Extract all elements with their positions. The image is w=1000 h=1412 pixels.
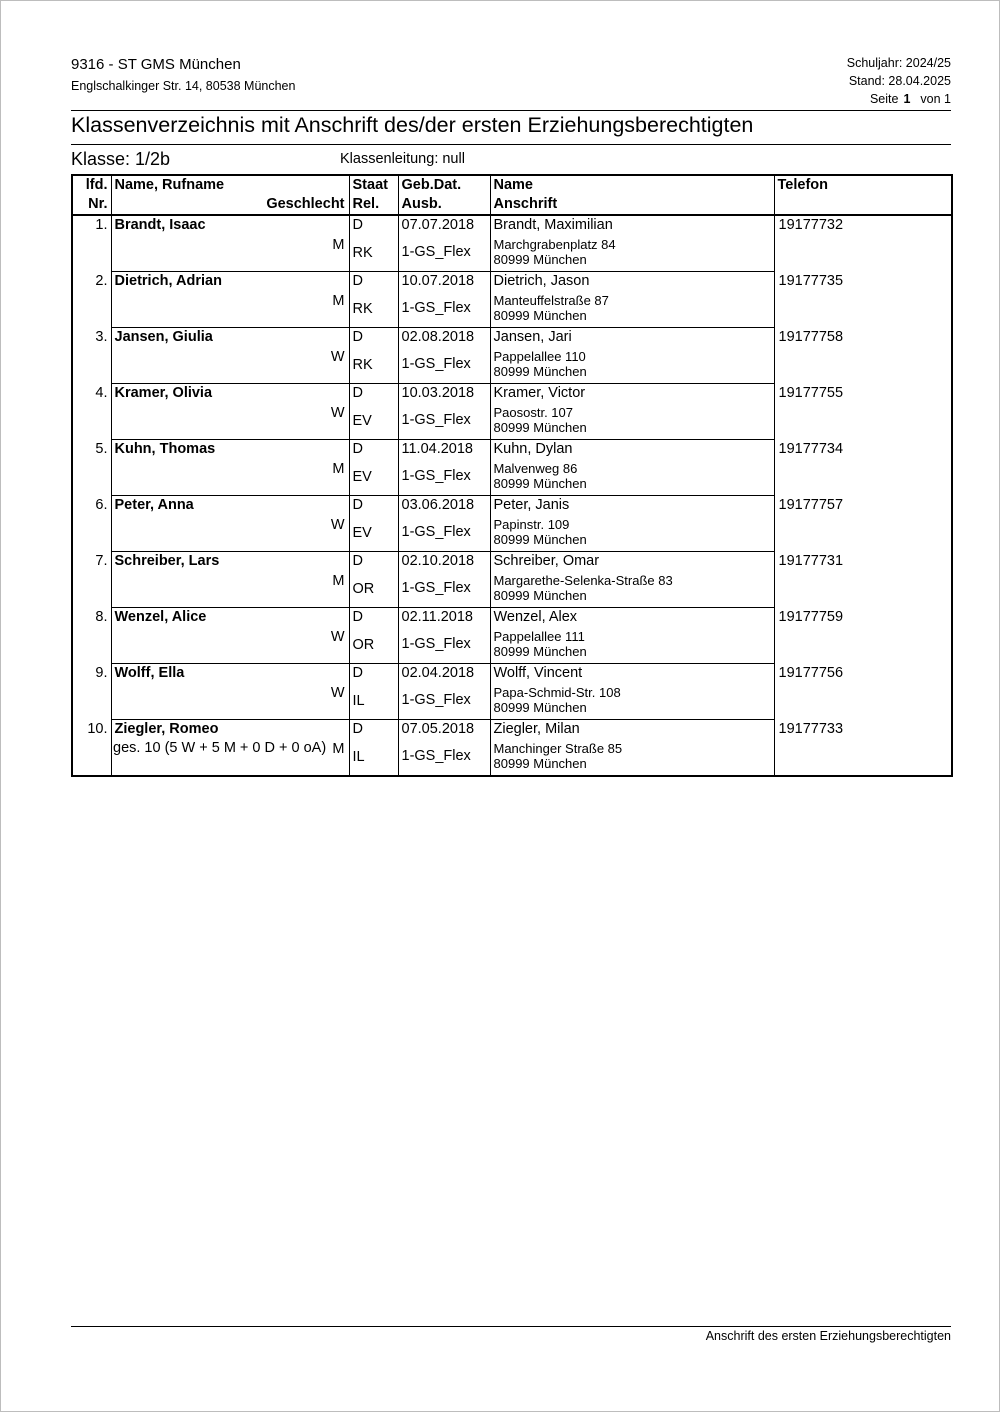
nationality: D (349, 272, 398, 292)
guardian-name: Dietrich, Jason (490, 272, 774, 292)
student-name: Kuhn, Thomas (111, 440, 349, 460)
nationality: D (349, 384, 398, 404)
col-anschrift: Anschrift (490, 195, 774, 215)
nationality: D (349, 215, 398, 235)
stand-date: Stand: 28.04.2025 (848, 74, 951, 88)
guardian-name: Jansen, Jari (490, 328, 774, 348)
religion: IL (349, 739, 398, 776)
table-row (72, 272, 952, 292)
col-gender: Geschlecht (111, 195, 349, 215)
gender: W (111, 347, 349, 384)
guardian-address (490, 683, 774, 720)
guardian-address (490, 235, 774, 272)
student-name: Peter, Anna (111, 496, 349, 516)
student-name: Kramer, Olivia (111, 384, 349, 404)
student-name: Dietrich, Adrian (111, 272, 349, 292)
col-geb: Geb.Dat. (398, 175, 490, 195)
page-title: Klassenverzeichnis mit Anschrift des/der ersten Erziehungsberechtigten (71, 113, 754, 137)
guardian-name: Wolff, Vincent (490, 664, 774, 684)
row-number: 7. (95, 552, 108, 569)
table-row (72, 720, 952, 740)
birth-date: 02.08.2018 (398, 328, 490, 348)
phone-number: 19177734 (774, 440, 952, 496)
col-ausb: Ausb. (398, 195, 490, 215)
col-nr-top: lfd. (85, 177, 108, 193)
table-row (72, 664, 952, 684)
address-street: Papa-Schmid-Str. 108 (493, 685, 621, 700)
school-address: Englschalkinger Str. 14, 80538 München (71, 79, 296, 93)
header-rule (71, 110, 951, 111)
address-city: 80999 München (493, 308, 587, 323)
footer-rule (71, 1326, 951, 1327)
birth-date: 07.05.2018 (398, 720, 490, 740)
gender: W (111, 515, 349, 552)
student-name: Wolff, Ella (111, 664, 349, 684)
address-city: 80999 München (493, 700, 587, 715)
phone-number: 19177758 (774, 328, 952, 384)
nationality: D (349, 720, 398, 740)
gender: M (111, 571, 349, 608)
nationality: D (349, 608, 398, 628)
education-track: 1-GS_Flex (398, 235, 490, 272)
col-staat: Staat (349, 175, 398, 195)
birth-date: 03.06.2018 (398, 496, 490, 516)
table-row (72, 384, 952, 404)
table-row (72, 608, 952, 628)
guardian-name: Ziegler, Milan (490, 720, 774, 740)
birth-date: 10.07.2018 (398, 272, 490, 292)
nationality: D (349, 664, 398, 684)
education-track: 1-GS_Flex (398, 627, 490, 664)
address-city: 80999 München (493, 644, 587, 659)
address-street: Pappelallee 110 (493, 349, 586, 364)
religion: RK (349, 235, 398, 272)
table-row (72, 552, 952, 572)
row-number: 2. (95, 272, 108, 289)
page-indicator (847, 90, 951, 108)
row-number: 10. (87, 720, 108, 737)
class-label: Klasse: 1/2b (71, 149, 171, 169)
address-street: Pappelallee 111 (493, 629, 585, 644)
nationality: D (349, 552, 398, 572)
row-number: 8. (95, 608, 108, 625)
phone-number: 19177731 (774, 552, 952, 608)
religion: EV (349, 459, 398, 496)
religion: IL (349, 683, 398, 720)
education-track: 1-GS_Flex (398, 347, 490, 384)
gender: W (111, 403, 349, 440)
phone-number: 19177755 (774, 384, 952, 440)
gender: W (111, 683, 349, 720)
gender: M (111, 739, 349, 776)
guardian-address (490, 739, 774, 776)
col-name: Name, Rufname (111, 175, 349, 195)
religion: EV (349, 515, 398, 552)
row-number: 4. (95, 384, 108, 401)
guardian-address (490, 515, 774, 552)
education-track: 1-GS_Flex (398, 291, 490, 328)
address-street: Paosostr. 107 (493, 405, 573, 420)
guardian-name: Brandt, Maximilian (490, 215, 774, 235)
table-body (72, 215, 952, 776)
phone-number: 19177733 (774, 720, 952, 777)
phone-number: 19177732 (774, 215, 952, 272)
education-track: 1-GS_Flex (398, 571, 490, 608)
guardian-address (490, 403, 774, 440)
address-street: Papinstr. 109 (493, 517, 570, 532)
table-row (72, 440, 952, 460)
address-street: Margarethe-Selenka-Straße 83 (493, 573, 673, 588)
guardian-address (490, 571, 774, 608)
phone-number: 19177757 (774, 496, 952, 552)
row-number: 9. (95, 664, 108, 681)
col-telefon-bottom (774, 195, 952, 215)
nationality: D (349, 496, 398, 516)
school-year: Schuljahr: 2024/25 (846, 56, 951, 70)
address-city: 80999 München (493, 364, 587, 379)
page-number: 1 (903, 92, 911, 106)
address-city: 80999 München (493, 756, 587, 771)
guardian-address (490, 347, 774, 384)
birth-date: 02.11.2018 (398, 608, 490, 628)
student-name: Schreiber, Lars (111, 552, 349, 572)
gender: M (111, 235, 349, 272)
address-city: 80999 München (493, 252, 587, 267)
table-row (72, 215, 952, 235)
summary: ges. 10 (5 W + 5 M + 0 D + 0 oA) (113, 740, 327, 756)
page-label: Seite (869, 92, 899, 106)
guardian-name: Peter, Janis (490, 496, 774, 516)
page-total: von 1 (920, 92, 951, 106)
class-teacher-label: Klassenleitung: null (340, 151, 465, 167)
nationality: D (349, 328, 398, 348)
gender: W (111, 627, 349, 664)
phone-number: 19177759 (774, 608, 952, 664)
religion: EV (349, 403, 398, 440)
guardian-address (490, 459, 774, 496)
address-street: Manchinger Straße 85 (493, 741, 623, 756)
guardian-name: Kramer, Victor (490, 384, 774, 404)
nationality: D (349, 440, 398, 460)
row-number: 6. (95, 496, 108, 513)
student-name: Jansen, Giulia (111, 328, 349, 348)
table-row (72, 328, 952, 348)
religion: RK (349, 291, 398, 328)
guardian-name: Kuhn, Dylan (490, 440, 774, 460)
guardian-name: Schreiber, Omar (490, 552, 774, 572)
birth-date: 02.10.2018 (398, 552, 490, 572)
birth-date: 10.03.2018 (398, 384, 490, 404)
phone-number: 19177735 (774, 272, 952, 328)
address-street: Manteuffelstraße 87 (493, 293, 609, 308)
guardian-name: Wenzel, Alex (490, 608, 774, 628)
address-city: 80999 München (493, 476, 587, 491)
row-number: 3. (95, 328, 108, 345)
gender: M (111, 291, 349, 328)
document-meta (847, 54, 951, 108)
address-city: 80999 München (493, 588, 587, 603)
religion: RK (349, 347, 398, 384)
student-table (71, 174, 953, 777)
row-number: 5. (95, 440, 108, 457)
education-track: 1-GS_Flex (398, 683, 490, 720)
col-rel: Rel. (349, 195, 398, 215)
col-telefon: Telefon (774, 175, 952, 195)
phone-number: 19177756 (774, 664, 952, 720)
education-track: 1-GS_Flex (398, 459, 490, 496)
religion: OR (349, 571, 398, 608)
student-name: Brandt, Isaac (111, 215, 349, 235)
birth-date: 07.07.2018 (398, 215, 490, 235)
school-name: 9316 - ST GMS München (71, 56, 241, 73)
footer-text: Anschrift des ersten Erziehungsberechtigten (705, 1329, 951, 1343)
guardian-address (490, 291, 774, 328)
col-guardian-name: Name (490, 175, 774, 195)
education-track: 1-GS_Flex (398, 739, 490, 776)
col-nr-bottom: Nr. (72, 195, 111, 215)
birth-date: 11.04.2018 (398, 440, 490, 460)
address-city: 80999 München (493, 420, 587, 435)
title-rule (71, 144, 951, 145)
birth-date: 02.04.2018 (398, 664, 490, 684)
address-city: 80999 München (493, 532, 587, 547)
table-row (72, 496, 952, 516)
student-name: Wenzel, Alice (111, 608, 349, 628)
education-track: 1-GS_Flex (398, 515, 490, 552)
student-name: Ziegler, Romeo (111, 720, 349, 740)
row-number: 1. (95, 217, 108, 233)
address-street: Malvenweg 86 (493, 461, 578, 476)
guardian-address (490, 627, 774, 664)
address-street: Marchgrabenplatz 84 (493, 237, 616, 252)
education-track: 1-GS_Flex (398, 403, 490, 440)
gender: M (111, 459, 349, 496)
religion: OR (349, 627, 398, 664)
table-header (72, 175, 952, 215)
